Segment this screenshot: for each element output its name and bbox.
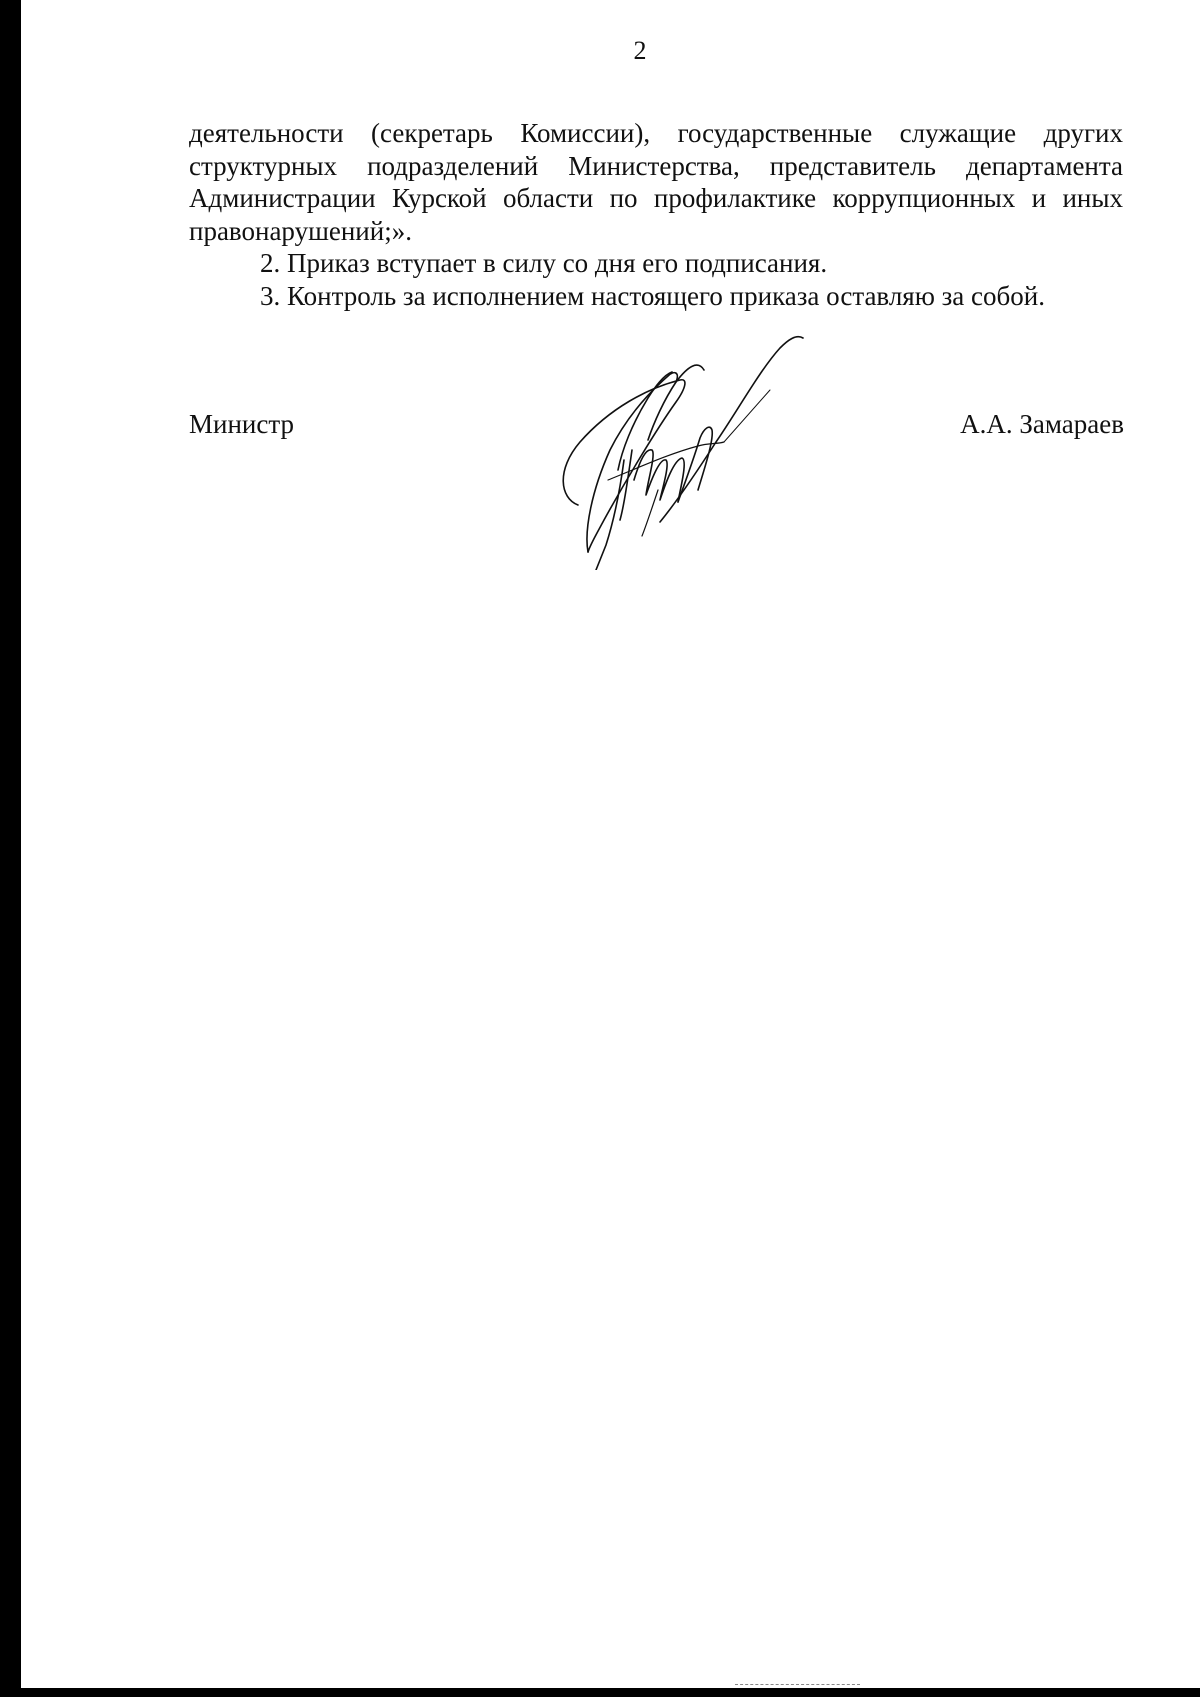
paragraph-item-3: 3. Контроль за исполнением настоящего приказа оставляю за собой. bbox=[260, 280, 1045, 311]
paragraph-continuation: деятельности (секретарь Комиссии), государственные служащие других структурных подразделений Министерства, представитель департамента Администрации Курской области по профилактике коррупционных и иных правонарушений;». bbox=[189, 118, 1123, 246]
document-body bbox=[189, 117, 1123, 312]
scan-edge-bottom bbox=[0, 1688, 1200, 1697]
signatory-position: Министр bbox=[189, 409, 294, 439]
page-number: 2 bbox=[633, 36, 647, 65]
signatory-name: А.А. Замараев bbox=[960, 409, 1124, 439]
handwritten-signature bbox=[548, 330, 838, 570]
scan-edge-left bbox=[0, 0, 21, 1697]
scan-artifact-dash bbox=[735, 1684, 860, 1685]
paragraph-item-2: 2. Приказ вступает в силу со дня его подписания. bbox=[260, 248, 828, 278]
